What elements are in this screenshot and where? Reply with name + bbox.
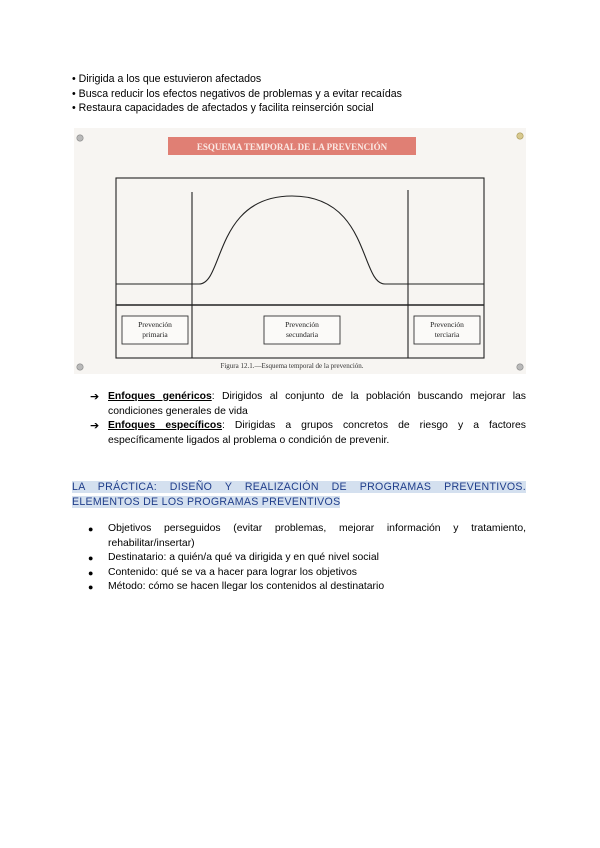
arrow-icon: ➔ <box>90 391 100 403</box>
section-heading <box>72 480 526 510</box>
box-tertiary-line1: Prevención <box>430 320 464 329</box>
approach-term: Enfoques genéricos <box>108 391 212 402</box>
list-item <box>88 566 526 581</box>
prevention-curve <box>116 196 484 284</box>
arrow-icon: ➔ <box>90 420 100 432</box>
approaches-list <box>90 390 526 448</box>
intro-bullet-item: • Busca reducir los efectos negativos de problemas y a evitar recaídas <box>72 87 402 100</box>
list-item-text: Objetivos perseguidos (evitar problemas, mejorar información y tratamiento, rehabilitar/insertar) <box>108 523 526 549</box>
box-primary-line1: Prevención <box>138 320 172 329</box>
list-item-text: Método: cómo se hacen llegar los contenidos al destinatario <box>108 581 385 592</box>
approach-term: Enfoques específicos <box>108 420 222 431</box>
list-item <box>88 522 526 551</box>
box-secondary-line2: secundaria <box>285 330 319 339</box>
approach-description: : Dirigidas a grupos concretos de riesgo y a factores específicamente ligados al problema o condición de prevenir. <box>108 420 527 446</box>
timeline-diagram <box>74 128 526 374</box>
figure-caption: Figura 12.1.—Esquema temporal de la prevención. <box>220 362 364 370</box>
bullet-icon: ● <box>88 524 94 534</box>
box-tertiary-line2: terciaria <box>434 330 460 339</box>
approach-item <box>90 390 526 419</box>
list-item <box>88 580 526 595</box>
program-elements-list <box>88 522 526 595</box>
approach-item <box>90 419 526 448</box>
box-secondary-line1: Prevención <box>285 320 319 329</box>
list-item-text: Destinatario: a quién/a qué va dirigida y en qué nivel social <box>108 552 379 563</box>
scan-mark-icon <box>77 364 83 370</box>
bullet-icon: ● <box>88 582 94 592</box>
scan-mark-icon <box>77 135 83 141</box>
figure-banner-title: ESQUEMA TEMPORAL DE LA PREVENCIÓN <box>196 142 388 152</box>
intro-bullet-item: • Dirigida a los que estuvieron afectados <box>72 73 262 85</box>
section-heading-text: LA PRÁCTICA: DISEÑO Y REALIZACIÓN DE PROGRAMAS PREVENTIVOS. ELEMENTOS DE LOS PROGRAMAS PREVENTIVOS <box>72 481 526 508</box>
scan-mark-icon <box>517 364 523 370</box>
box-primary-line2: primaria <box>142 330 168 339</box>
prevention-timeline-figure <box>74 128 526 374</box>
intro-bullet-item: • Restaura capacidades de afectados y facilita reinserción social <box>72 102 374 114</box>
scan-mark-icon <box>517 133 523 139</box>
bullet-icon: ● <box>88 553 94 563</box>
bullet-icon: ● <box>88 567 94 578</box>
intro-bullet-list <box>72 72 532 116</box>
list-item-text: Contenido: qué se va a hacer para lograr los objetivos <box>108 566 357 578</box>
approach-description: : Dirigidos al conjunto de la población buscando mejorar las condiciones generales de vida <box>108 391 527 417</box>
list-item <box>88 551 526 566</box>
